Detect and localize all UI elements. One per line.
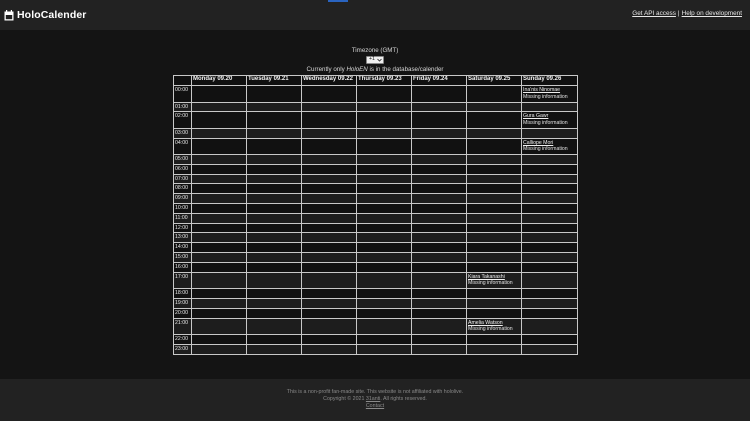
schedule-cell (192, 128, 247, 138)
talent-link[interactable]: Gura Gawr (523, 113, 549, 120)
schedule-cell (412, 298, 467, 308)
schedule-cell (522, 223, 578, 233)
hour-label: 07:00 (174, 174, 192, 184)
schedule-cell (467, 262, 522, 272)
schedule-cell (412, 308, 467, 318)
hour-label: 06:00 (174, 164, 192, 174)
footer-disclaimer: This is a non-profit fan-made site. This website is not affiliated with hololive. (286, 389, 464, 395)
schedule-cell (522, 112, 578, 129)
hour-label: 01:00 (174, 102, 192, 112)
schedule-cell (357, 128, 412, 138)
schedule-cell (302, 164, 357, 174)
schedule-cell (412, 243, 467, 253)
chevron-down-icon (377, 58, 382, 62)
schedule-cell (412, 184, 467, 194)
top-bar (0, 0, 750, 30)
schedule-cell (302, 112, 357, 129)
schedule-cell (247, 86, 302, 103)
schedule-cell (192, 318, 247, 335)
stream-info: Missing information (468, 280, 513, 287)
help-development-link[interactable]: Help on development (681, 10, 742, 17)
hour-label: 18:00 (174, 289, 192, 299)
schedule-cell (357, 344, 412, 354)
hour-row (174, 272, 578, 289)
schedule-cell (412, 335, 467, 345)
schedule-cell (192, 272, 247, 289)
schedule-cell (467, 243, 522, 253)
schedule-cell (192, 344, 247, 354)
schedule-cell (247, 223, 302, 233)
schedule-cell (412, 262, 467, 272)
hour-row (174, 335, 578, 345)
contact-link[interactable]: Contact (365, 402, 385, 409)
schedule-cell (412, 164, 467, 174)
schedule-cell (357, 308, 412, 318)
schedule-cell (302, 308, 357, 318)
schedule-cell (192, 233, 247, 243)
schedule-cell (357, 155, 412, 165)
hour-row (174, 318, 578, 335)
schedule-cell (247, 335, 302, 345)
schedule-cell (522, 184, 578, 194)
schedule-cell (192, 335, 247, 345)
corner-header (174, 76, 192, 86)
schedule-cell (412, 128, 467, 138)
hour-row (174, 184, 578, 194)
schedule-cell (412, 155, 467, 165)
calendar-icon (4, 10, 14, 21)
schedule-cell (522, 335, 578, 345)
schedule-cell (357, 86, 412, 103)
schedule-cell (357, 298, 412, 308)
schedule-cell (192, 184, 247, 194)
schedule-cell (247, 174, 302, 184)
hour-label: 20:00 (174, 308, 192, 318)
schedule-cell (522, 243, 578, 253)
schedule-cell (302, 184, 357, 194)
stream-entry (523, 140, 576, 154)
stream-entry (523, 113, 576, 127)
schedule-cell (247, 184, 302, 194)
schedule-cell (522, 174, 578, 184)
schedule-cell (467, 213, 522, 223)
schedule-cell (247, 213, 302, 223)
schedule-cell (522, 155, 578, 165)
copyright-suffix: . All rights reserved. (380, 395, 427, 402)
talent-link[interactable]: Amelia Watson (468, 319, 503, 326)
schedule-cell (467, 164, 522, 174)
timezone-label: Timezone (GMT) (351, 47, 399, 54)
schedule-cell (302, 102, 357, 112)
schedule-cell (467, 184, 522, 194)
schedule-cell (357, 243, 412, 253)
brand[interactable] (4, 8, 86, 22)
schedule-cell (522, 318, 578, 335)
schedule-cell (247, 155, 302, 165)
schedule-cell (467, 335, 522, 345)
stream-info: Missing information (468, 326, 513, 333)
schedule-cell (192, 86, 247, 103)
schedule-cell (192, 194, 247, 204)
schedule-cell (247, 253, 302, 263)
schedule-cell (467, 272, 522, 289)
stream-entry (468, 320, 520, 334)
schedule-cell (192, 308, 247, 318)
schedule-cell (302, 289, 357, 299)
hour-label: 23:00 (174, 344, 192, 354)
stream-info: Missing information (523, 146, 568, 153)
hour-label: 04:00 (174, 138, 192, 155)
schedule-cell (302, 262, 357, 272)
schedule-cell (467, 112, 522, 129)
top-accent-bar (328, 0, 348, 2)
schedule-cell (522, 86, 578, 103)
nav-separator: | (677, 10, 680, 17)
talent-link[interactable]: Calliope Mori (523, 139, 554, 146)
schedule-cell (192, 204, 247, 214)
schedule-cell (357, 335, 412, 345)
schedule-cell (192, 213, 247, 223)
hour-row (174, 102, 578, 112)
schedule-cell (412, 318, 467, 335)
schedule-cell (357, 204, 412, 214)
schedule-cell (192, 262, 247, 272)
schedule-cell (302, 138, 357, 155)
schedule-cell (302, 344, 357, 354)
hour-label: 09:00 (174, 194, 192, 204)
schedule-cell (247, 298, 302, 308)
schedule-cell (302, 243, 357, 253)
schedule-cell (522, 194, 578, 204)
schedule-cell (467, 128, 522, 138)
schedule-cell (412, 253, 467, 263)
schedule-cell (522, 344, 578, 354)
schedule-cell (467, 174, 522, 184)
hour-row (174, 138, 578, 155)
schedule-cell (302, 213, 357, 223)
footer-copyright (0, 396, 750, 403)
schedule-cell (247, 262, 302, 272)
schedule-cell (247, 289, 302, 299)
schedule-cell (412, 289, 467, 299)
schedule-cell (247, 194, 302, 204)
schedule-cell (247, 233, 302, 243)
day-header-row (174, 76, 578, 86)
hour-row (174, 344, 578, 354)
schedule-cell (412, 272, 467, 289)
hour-label: 16:00 (174, 262, 192, 272)
schedule-cell (357, 164, 412, 174)
schedule-cell (302, 223, 357, 233)
schedule-cell (302, 204, 357, 214)
schedule-cell (467, 253, 522, 263)
hour-row (174, 155, 578, 165)
hour-row (174, 174, 578, 184)
schedule-cell (522, 262, 578, 272)
schedule-cell (467, 344, 522, 354)
hour-label: 19:00 (174, 298, 192, 308)
header-nav (632, 10, 742, 17)
schedule-cell (467, 298, 522, 308)
hour-label: 10:00 (174, 204, 192, 214)
schedule-cell (467, 289, 522, 299)
schedule-cell (357, 102, 412, 112)
schedule-cell (357, 194, 412, 204)
stream-info: Missing information (523, 120, 568, 127)
day-header: Wednesday 09.22 (302, 76, 357, 86)
schedule-cell (412, 138, 467, 155)
hour-label: 13:00 (174, 233, 192, 243)
hour-label: 02:00 (174, 112, 192, 129)
note-suffix: is in the database/calender (367, 66, 444, 73)
hour-row (174, 164, 578, 174)
schedule-cell (192, 223, 247, 233)
schedule-cell (357, 272, 412, 289)
schedule-cell (467, 223, 522, 233)
schedule-cell (192, 243, 247, 253)
note-prefix: Currently only (306, 66, 347, 73)
schedule-cell (357, 223, 412, 233)
schedule-cell (357, 262, 412, 272)
schedule-cell (467, 138, 522, 155)
schedule-cell (522, 308, 578, 318)
schedule-cell (192, 289, 247, 299)
hour-label: 12:00 (174, 223, 192, 233)
schedule-cell (522, 298, 578, 308)
schedule-cell (357, 174, 412, 184)
hour-row (174, 213, 578, 223)
hour-label: 11:00 (174, 213, 192, 223)
footer (0, 379, 750, 421)
schedule-cell (412, 174, 467, 184)
schedule-cell (357, 112, 412, 129)
schedule-cell (192, 112, 247, 129)
schedule-cell (357, 233, 412, 243)
schedule-cell (302, 233, 357, 243)
schedule-cell (247, 308, 302, 318)
schedule-cell (522, 272, 578, 289)
schedule-cell (192, 138, 247, 155)
schedule-cell (192, 164, 247, 174)
schedule-cell (302, 253, 357, 263)
schedule-cell (192, 298, 247, 308)
schedule-cell (357, 138, 412, 155)
hour-row (174, 289, 578, 299)
hour-row (174, 308, 578, 318)
schedule-cell (412, 112, 467, 129)
schedule-cell (467, 233, 522, 243)
schedule-cell (467, 308, 522, 318)
hour-row (174, 194, 578, 204)
hour-label: 03:00 (174, 128, 192, 138)
schedule-cell (247, 112, 302, 129)
schedule-cell (467, 155, 522, 165)
schedule-cell (522, 253, 578, 263)
schedule-cell (302, 128, 357, 138)
hour-row (174, 112, 578, 129)
hour-row (174, 243, 578, 253)
day-header: Friday 09.24 (412, 76, 467, 86)
schedule-cell (522, 128, 578, 138)
api-access-link[interactable]: Get API access (632, 10, 676, 17)
timezone-selected-value: +1 (369, 56, 375, 63)
schedule-cell (522, 164, 578, 174)
schedule-cell (192, 253, 247, 263)
hour-label: 21:00 (174, 318, 192, 335)
schedule-cell (412, 204, 467, 214)
schedule-cell (302, 318, 357, 335)
timezone-select[interactable] (366, 56, 384, 64)
app-title: HoloCalender (17, 9, 87, 21)
schedule-table (173, 75, 578, 355)
hour-row (174, 128, 578, 138)
schedule-cell (522, 233, 578, 243)
schedule-cell (412, 223, 467, 233)
schedule-cell (247, 164, 302, 174)
day-header: Tuesday 09.21 (247, 76, 302, 86)
hour-label: 05:00 (174, 155, 192, 165)
stream-entry (523, 87, 576, 101)
schedule-cell (247, 102, 302, 112)
hour-row (174, 86, 578, 103)
schedule-cell (412, 194, 467, 204)
schedule-cell (302, 272, 357, 289)
hour-label: 00:00 (174, 86, 192, 103)
hour-label: 22:00 (174, 335, 192, 345)
hour-label: 15:00 (174, 253, 192, 263)
copyright-prefix: Copyright © 2021 (323, 395, 366, 402)
day-header: Sunday 09.26 (522, 76, 578, 86)
talent-link[interactable]: Kiara Takanashi (468, 273, 505, 280)
stream-entry (468, 274, 520, 288)
schedule-cell (357, 289, 412, 299)
day-header: Monday 09.20 (192, 76, 247, 86)
schedule-cell (412, 233, 467, 243)
hour-row (174, 298, 578, 308)
schedule-cell (522, 138, 578, 155)
schedule-cell (467, 318, 522, 335)
hour-label: 08:00 (174, 184, 192, 194)
schedule-cell (357, 213, 412, 223)
schedule-cell (302, 174, 357, 184)
database-note (0, 66, 750, 73)
stream-info: Missing information (523, 93, 568, 100)
schedule-cell (522, 102, 578, 112)
schedule-cell (357, 318, 412, 335)
schedule-cell (412, 213, 467, 223)
schedule-cell (302, 155, 357, 165)
schedule-cell (247, 138, 302, 155)
hour-row (174, 233, 578, 243)
schedule-cell (522, 213, 578, 223)
schedule-cell (412, 102, 467, 112)
schedule-cell (467, 194, 522, 204)
hour-row (174, 204, 578, 214)
schedule-cell (247, 272, 302, 289)
schedule-cell (302, 194, 357, 204)
schedule-body (174, 86, 578, 355)
schedule-cell (357, 253, 412, 263)
schedule-cell (412, 86, 467, 103)
talent-link[interactable]: Ina'nis Ninomae (523, 87, 561, 93)
hour-row (174, 253, 578, 263)
day-header: Saturday 09.25 (467, 76, 522, 86)
hour-row (174, 223, 578, 233)
schedule-cell (467, 204, 522, 214)
author-link[interactable]: 31anti (365, 395, 381, 402)
schedule-cell (302, 335, 357, 345)
schedule-cell (357, 184, 412, 194)
schedule-cell (302, 86, 357, 103)
day-header: Thursday 09.23 (357, 76, 412, 86)
schedule-cell (522, 289, 578, 299)
hour-row (174, 262, 578, 272)
schedule-cell (522, 204, 578, 214)
schedule-cell (247, 204, 302, 214)
schedule-cell (247, 128, 302, 138)
schedule-cell (302, 298, 357, 308)
hour-label: 14:00 (174, 243, 192, 253)
note-emphasis: HoloEN (346, 66, 368, 73)
schedule-cell (192, 102, 247, 112)
schedule-cell (247, 243, 302, 253)
schedule-cell (467, 102, 522, 112)
schedule-cell (192, 155, 247, 165)
schedule-cell (247, 318, 302, 335)
schedule-cell (247, 344, 302, 354)
schedule-cell (467, 86, 522, 103)
schedule-cell (412, 344, 467, 354)
hour-label: 17:00 (174, 272, 192, 289)
schedule-cell (192, 174, 247, 184)
